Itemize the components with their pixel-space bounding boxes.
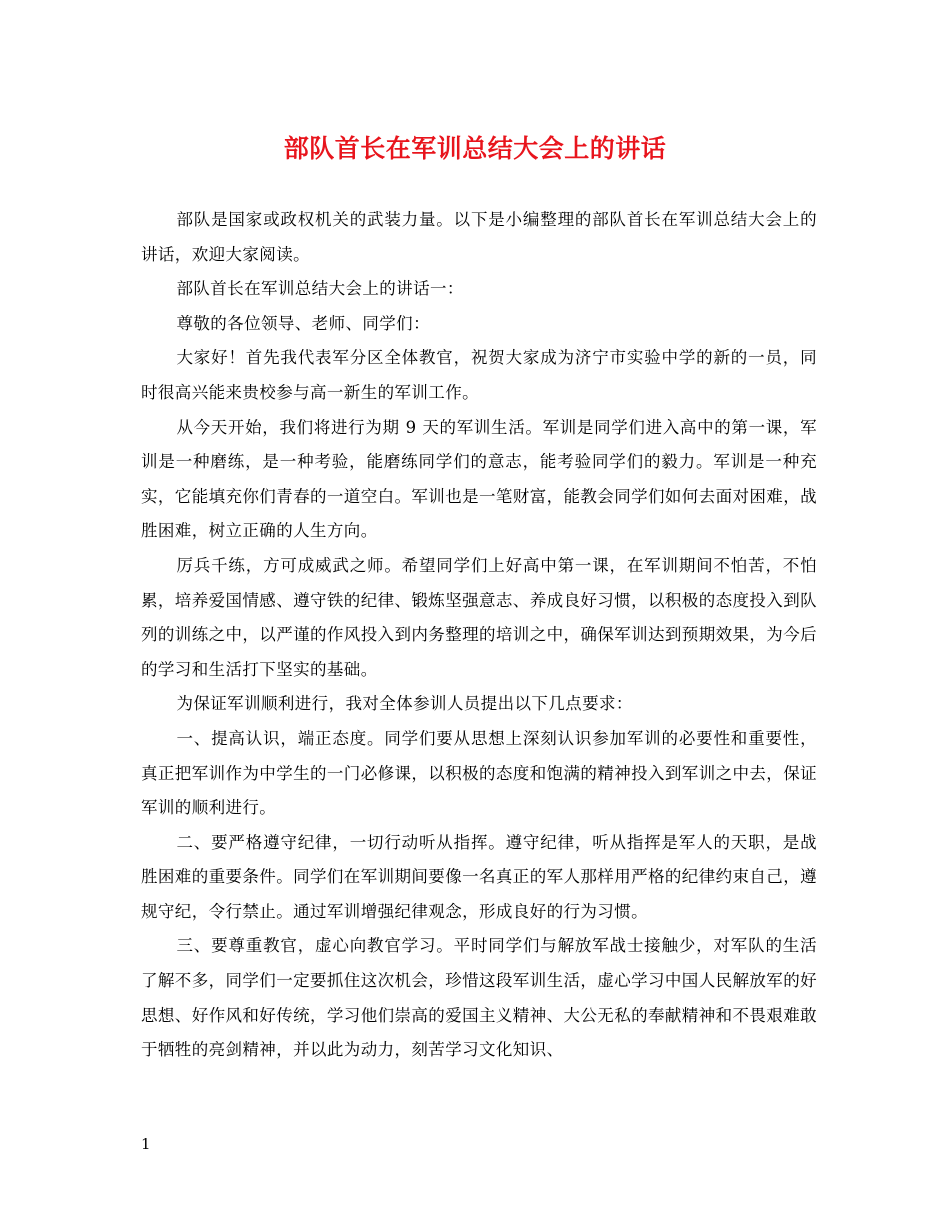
paragraph-hopes: 厉兵千练，方可成威武之师。希望同学们上好高中第一课，在军训期间不怕苦，不怕累，培养爱国情感、遵守铁的纪律、锻炼坚强意志、养成良好习惯，以积极的态度投入到队列的训练之中，以严谨的作风投入到内务整理的培训之中，确保军训达到预期效果，为今后的学习和生活打下坚实的基础。 bbox=[141, 555, 817, 679]
paragraph-requirements-intro: 为保证军训顺利进行，我对全体参训人员提出以下几点要求： bbox=[176, 694, 633, 714]
paragraph-speech-heading: 部队首长在军训总结大会上的讲话一： bbox=[176, 279, 464, 299]
paragraph-intro: 部队是国家或政权机关的武装力量。以下是小编整理的部队首长在军训总结大会上的讲话，欢迎大家阅读。 bbox=[141, 210, 817, 264]
page-number: 1 bbox=[141, 1135, 151, 1153]
document-title: 部队首长在军训总结大会上的讲话 bbox=[283, 134, 667, 163]
paragraph-salutation: 尊敬的各位领导、老师、同学们： bbox=[176, 313, 430, 333]
paragraph-greeting: 大家好！首先我代表军分区全体教官，祝贺大家成为济宁市实验中学的新的一员，同时很高兴能来贵校参与高一新生的军训工作。 bbox=[141, 348, 817, 402]
paragraph-requirement-3: 三、要尊重教官，虚心向教官学习。平时同学们与解放军战士接触少，对军队的生活了解不多，同学们一定要抓住这次机会，珍惜这段军训生活，虚心学习中国人民解放军的好思想、好作风和好传统，学习他们崇高的爱国主义精神、大公无私的奉献精神和不畏艰难敢于牺牲的亮剑精神，并以此为动力，刻苦学习文化知识、 bbox=[141, 936, 817, 1060]
paragraph-requirement-2: 二、要严格遵守纪律，一切行动听从指挥。遵守纪律，听从指挥是军人的天职，是战胜困难的重要条件。同学们在军训期间要像一名真正的军人那样用严格的纪律约束自己，遵规守纪，令行禁止。通过军训增强纪律观念，形成良好的行为习惯。 bbox=[141, 832, 817, 921]
document-body bbox=[141, 203, 817, 1068]
paragraph-training-start: 从今天开始，我们将进行为期 9 天的军训生活。军训是同学们进入高中的第一课，军训是一种磨练，是一种考验，能磨练同学们的意志，能考验同学们的毅力。军训是一种充实，它能填充你们青春的一道空白。军训也是一笔财富，能教会同学们如何去面对困难，战胜困难，树立正确的人生方向。 bbox=[141, 417, 817, 541]
paragraph-requirement-1: 一、提高认识，端正态度。同学们要从思想上深刻认识参加军训的必要性和重要性，真正把军训作为中学生的一门必修课，以积极的态度和饱满的精神投入到军训之中去，保证军训的顺利进行。 bbox=[141, 728, 817, 818]
